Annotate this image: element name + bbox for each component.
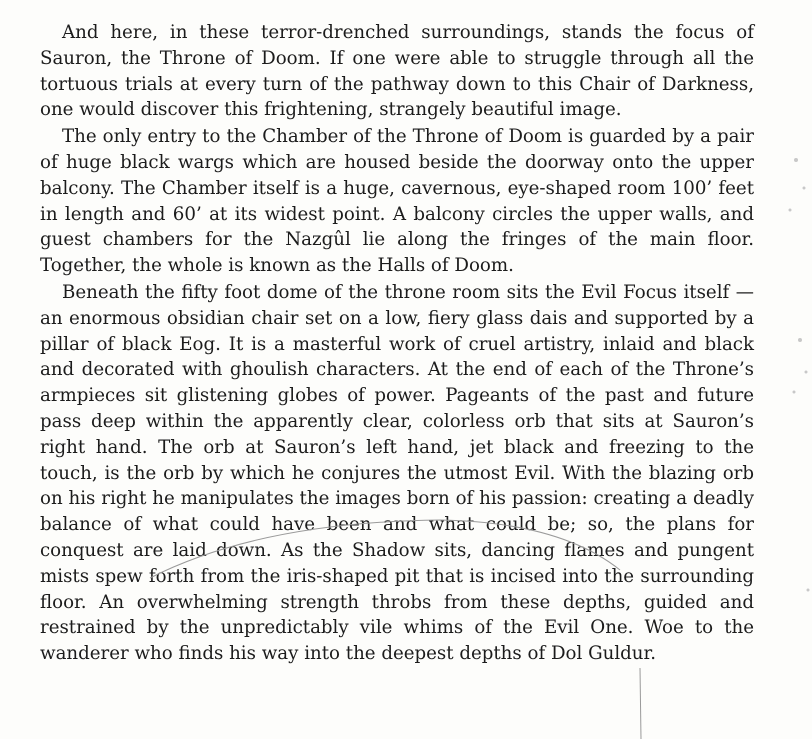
margin-specks <box>789 158 810 592</box>
paragraph-throne-intro: And here, in these terror-drenched surroundings, stands the focus of Sauron, the Throne of Doom. If one were able to struggle through all the tortuous trials at every turn of the pathway down to this Chair of Darkness, one would discover this frightening, strangely beautiful image. <box>40 22 754 121</box>
pencil-vertical-mark <box>640 668 641 739</box>
paragraph-chamber-description: The only entry to the Chamber of the Throne of Doom is guarded by a pair of huge black wargs which are housed beside the doorway onto the upper balcony. The Chamber itself is a huge, cavernous, eye-shaped room 100’ feet in length and 60’ at its widest point. A balcony circles the upper walls, and guest chambers for the Nazgûl lie along the fringes of the main floor. Together, the whole is known as the Halls of Doom. <box>40 126 754 277</box>
paragraph-evil-focus: Beneath the fifty foot dome of the throne room sits the Evil Focus itself — an enormous obsidian chair set on a low, fiery glass dais and supported by a pillar of black Eog. It is a masterful work of cruel artistry, inlaid and black and decorated with ghoulish characters. At the end of each of the Throne’s armpieces sit glistening globes of power. Pageants of the past and future pass deep within the apparently clear, colorless orb that sits at Sauron’s right hand. The orb at Sauron’s left hand, jet black and freezing to the touch, is the orb by which he conjures the utmost Evil. With the blazing orb on his right he manipulates the images born of his passion: creating a deadly balance of what could have been and what could be; so, the plans for conquest are laid down. As the Shadow sits, dancing flames and pungent mists spew forth from the iris-shaped pit that is incised into the surrounding floor. An overwhelming strength throbs from these depths, guided and restrained by the unpredictably vile whims of the Evil One. Woe to the wanderer who finds his way into the deepest depths of Dol Guldur. <box>40 281 754 665</box>
document-body <box>40 20 754 668</box>
